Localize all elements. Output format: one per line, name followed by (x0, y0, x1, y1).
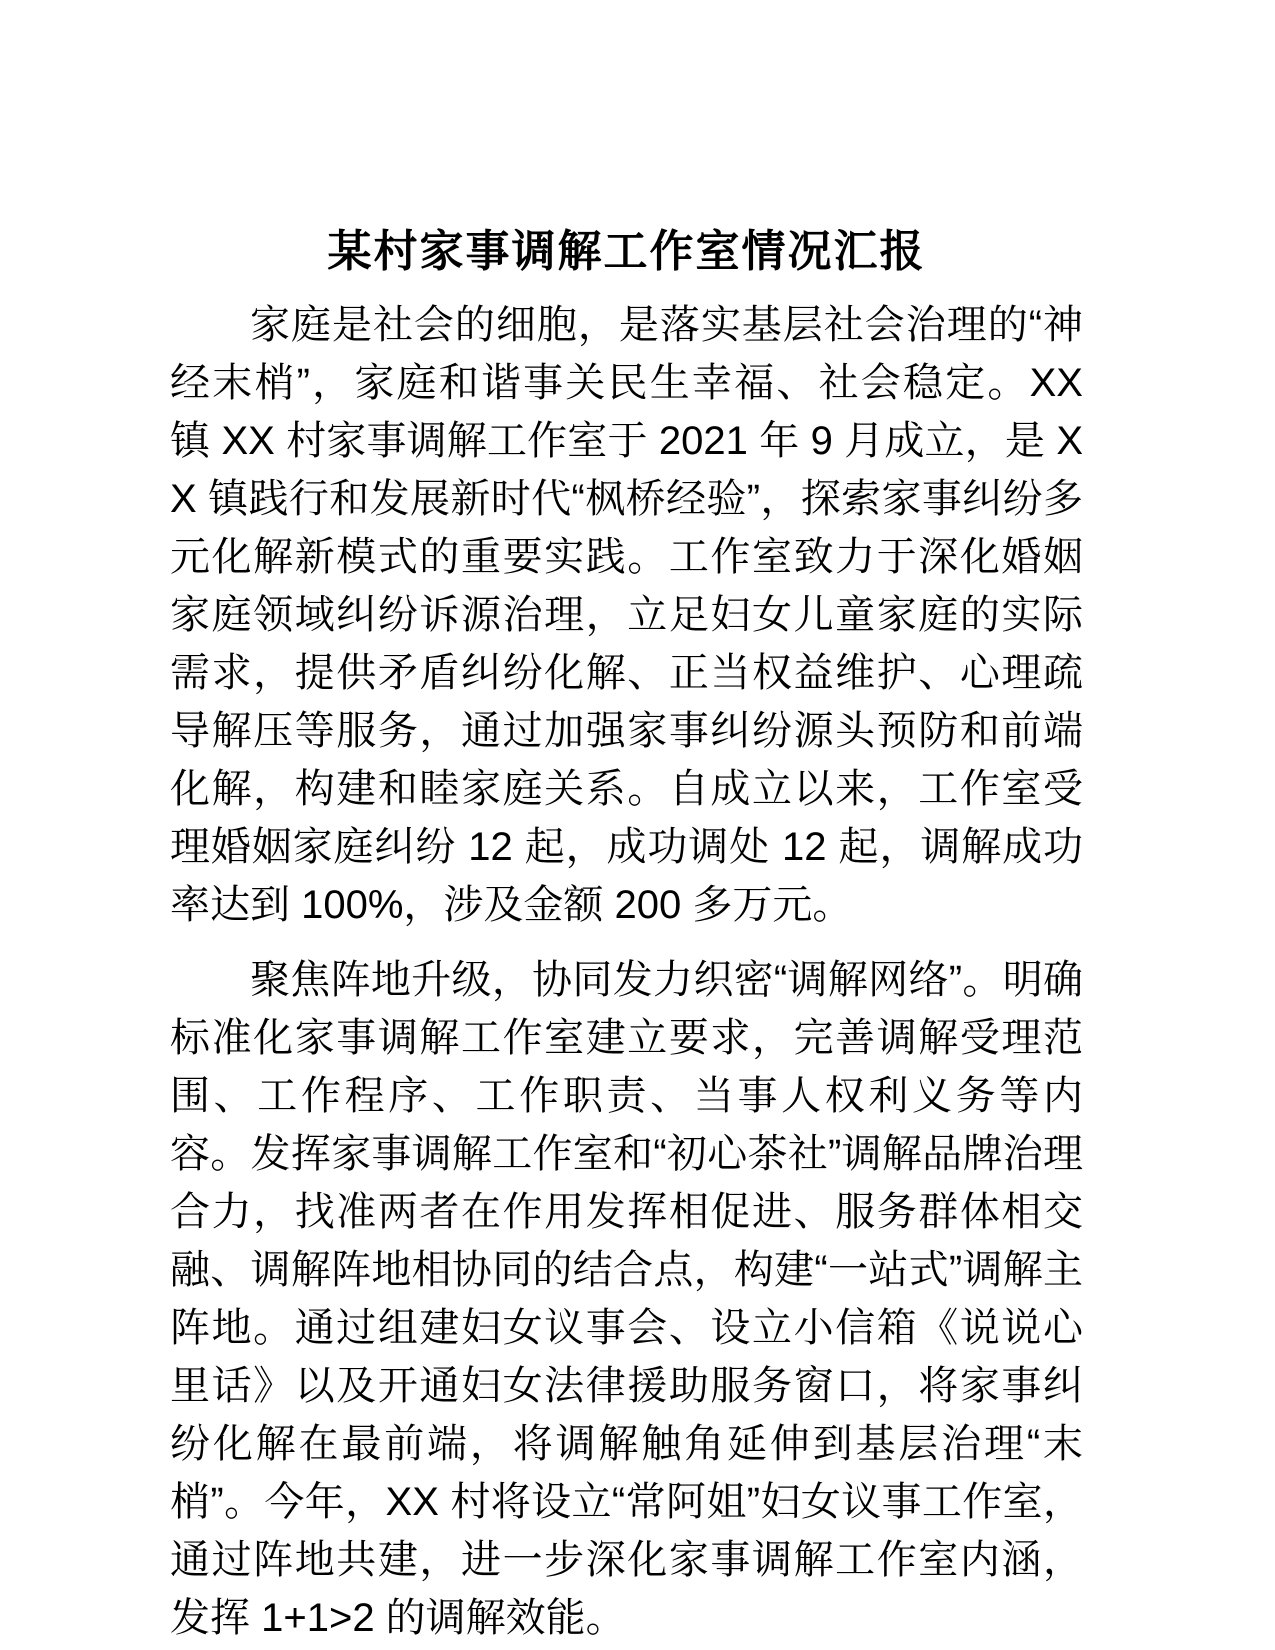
paragraph-mediation-network: 聚焦阵地升级，协同发力织密“调解网络”。明确标准化家事调解工作室建立要求，完善调解受理范围、工作程序、工作职责、当事人权利义务等内容。发挥家事调解工作室和“初心茶社”调解品牌治理合力，找准两者在作用发挥相促进、服务群体相交融、调解阵地相协同的结合点，构建“一站式”调解主阵地。通过组建妇女议事会、设立小信箱《说说心里话》以及开通妇女法律援助服务窗口，将家事纠纷化解在最前端，将调解触角延伸到基层治理“末梢”。今年，XX 村将设立“常阿姐”妇女议事工作室，通过阵地共建，进一步深化家事调解工作室内涵，发挥 1+1>2 的调解效能。 (170, 958, 1083, 1640)
document-body (170, 296, 1083, 1647)
document-title: 某村家事调解工作室情况汇报 (327, 227, 926, 276)
paragraph-overview: 家庭是社会的细胞，是落实基层社会治理的“神经末梢”，家庭和谐事关民生幸福、社会稳定。XX 镇 XX 村家事调解工作室于 2021 年 9 月成立，是 XX 镇践行和发展新时代“枫桥经验”，探索家事纠纷多元化解新模式的重要实践。工作室致力于深化婚姻家庭领域纠纷诉源治理，立足妇女儿童家庭的实际需求，提供矛盾纠纷化解、正当权益维护、心理疏导解压等服务，通过加强家事纠纷源头预防和前端化解，构建和睦家庭关系。自成立以来，工作室受理婚姻家庭纠纷 12 起，成功调处 12 起，调解成功率达到 100%，涉及金额 200 多万元。 (170, 303, 1083, 927)
